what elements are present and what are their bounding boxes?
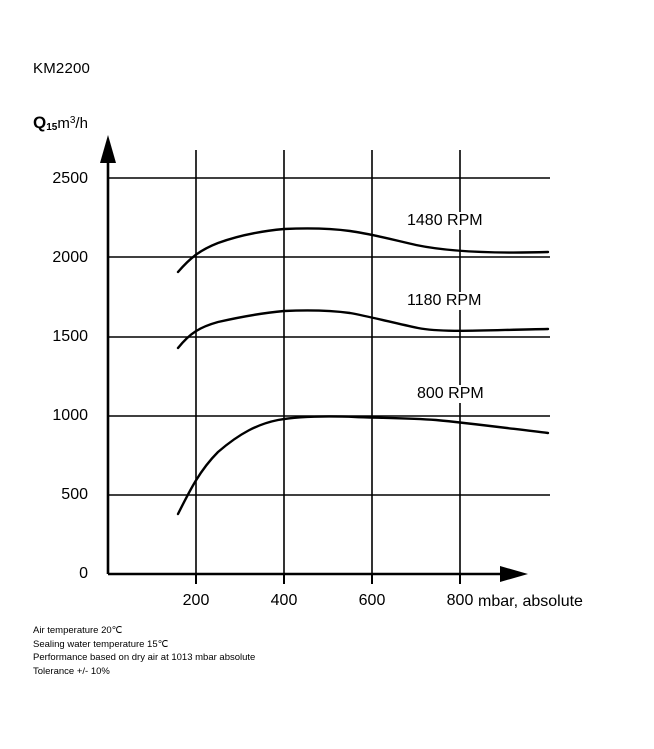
curve-label-1180-rpm: 1180 RPM bbox=[407, 292, 482, 309]
y-axis-subscript: 15 bbox=[46, 122, 58, 133]
x-tick-600: 600 bbox=[358, 592, 386, 609]
y-tick-1000: 1000 bbox=[52, 407, 88, 424]
axes bbox=[100, 135, 528, 584]
y-axis-arrow bbox=[100, 135, 116, 163]
y-tick-1500: 1500 bbox=[52, 328, 88, 345]
x-axis-arrow bbox=[500, 566, 528, 582]
y-axis-unit-tail: /h bbox=[75, 115, 88, 132]
y-axis-superscript: 3 bbox=[69, 115, 76, 126]
note-tolerance: Tolerance +/- 10% bbox=[33, 665, 110, 677]
y-axis-symbol: Q bbox=[33, 113, 47, 132]
x-tick-800: 800 bbox=[446, 592, 474, 609]
curve-label-1480-rpm: 1480 RPM bbox=[407, 212, 483, 229]
x-axis-label: mbar, absolute bbox=[478, 593, 583, 610]
note-sealing-water-temperature: Sealing water temperature 15℃ bbox=[33, 638, 169, 650]
chart-notes bbox=[33, 624, 255, 678]
curve-1480-rpm bbox=[178, 228, 548, 272]
x-tick-400: 400 bbox=[270, 592, 298, 609]
curve-label-800-rpm: 800 RPM bbox=[417, 385, 484, 402]
y-tick-2000: 2000 bbox=[52, 249, 88, 266]
note-air-temperature: Air temperature 20℃ bbox=[33, 625, 123, 636]
curve-1180-rpm bbox=[178, 310, 548, 348]
curve-800-rpm bbox=[178, 416, 548, 514]
y-axis-unit: m bbox=[57, 115, 70, 132]
y-tick-0: 0 bbox=[79, 565, 88, 582]
x-tick-200: 200 bbox=[182, 592, 210, 609]
note-performance-basis: Performance based on dry air at 1013 mbar absolute bbox=[33, 652, 256, 663]
y-tick-2500: 2500 bbox=[52, 170, 88, 187]
chart-model-title: KM2200 bbox=[33, 60, 91, 77]
curves bbox=[178, 228, 548, 514]
y-tick-500: 500 bbox=[61, 486, 88, 503]
